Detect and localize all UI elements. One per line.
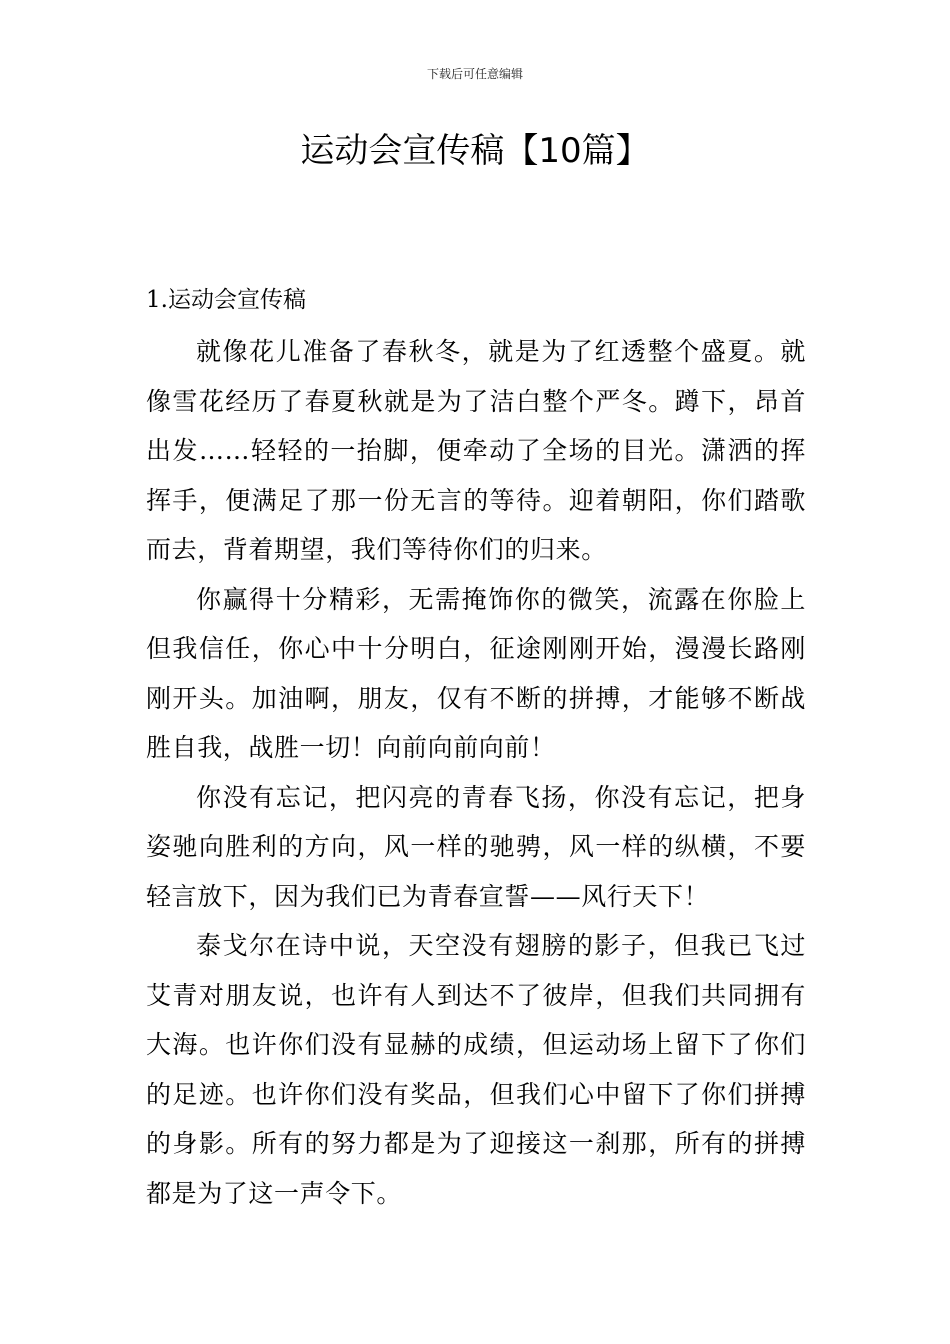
paragraph-1: 就像花儿准备了春秋冬，就是为了红透整个盛夏。就像雪花经历了春夏秋就是为了洁白整个严冬。蹲下，昂首出发……轻轻的一抬脚，便牵动了全场的目光。潇洒的挥挥手，便满足了那一份无言的等待。迎着朝阳，你们踏歌而去，背着期望，我们等待你们的归来。 (146, 337, 806, 564)
section-heading: 1.运动会宣传稿 (146, 287, 306, 313)
paragraph-4: 泰戈尔在诗中说，天空没有翅膀的影子，但我已飞过艾青对朋友说，也许有人到达不了彼岸，但我们共同拥有大海。也许你们没有显赫的成绩，但运动场上留下了你们的足迹。也许你们没有奖品，但我们心中留下了你们拼搏的身影。所有的努力都是为了迎接这一刹那，所有的拼搏都是为了这一声令下。 (146, 931, 806, 1208)
header-note: 下载后可任意编辑 (426, 67, 523, 81)
document-body (146, 327, 806, 1218)
document-title: 运动会宣传稿【10篇】 (300, 131, 650, 171)
paragraph-2: 你赢得十分精彩，无需掩饰你的微笑，流露在你脸上但我信任，你心中十分明白，征途刚刚开始，漫漫长路刚刚开头。加油啊，朋友，仅有不断的拼搏，才能够不断战胜自我，战胜一切！向前向前向前！ (146, 584, 806, 762)
paragraph-3: 你没有忘记，把闪亮的青春飞扬，你没有忘记，把身姿驰向胜利的方向，风一样的驰骋，风一样的纵横，不要轻言放下，因为我们已为青春宣誓——风行天下！ (146, 782, 806, 911)
